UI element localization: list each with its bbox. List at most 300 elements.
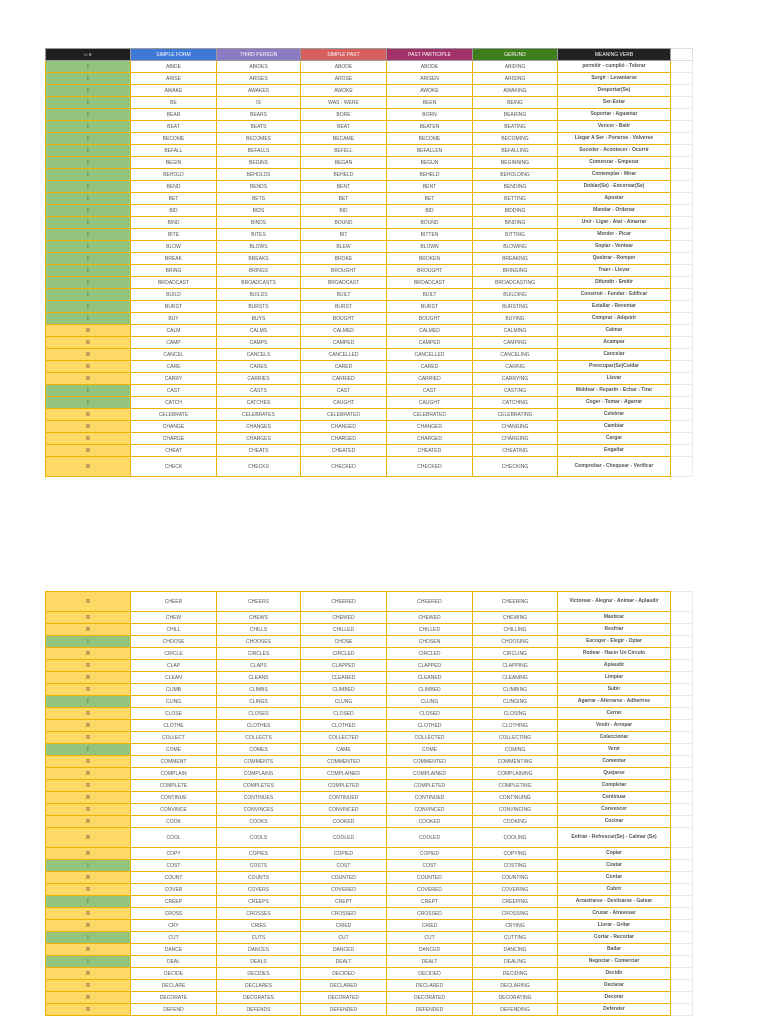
table-row	[46, 157, 693, 169]
table-row	[46, 121, 693, 133]
table-row	[46, 1004, 693, 1016]
simple-form-cell: BID	[131, 205, 217, 217]
table-row	[46, 944, 693, 956]
third-person-cell: CAMPS	[217, 337, 301, 349]
third-person-cell: BITES	[217, 229, 301, 241]
simple-past-cell: BUILT	[301, 289, 387, 301]
gerund-cell: DANCING	[473, 944, 558, 956]
gerund-cell: CLIMBING	[473, 684, 558, 696]
meaning-cell: Unir - Ligar - Atar - Amarrar	[558, 217, 671, 229]
meaning-cell: Cerrar	[558, 708, 671, 720]
past-participle-cell: CHEERED	[387, 592, 473, 612]
past-participle-cell: BITTEN	[387, 229, 473, 241]
meaning-cell: Contemplar - Mirar	[558, 169, 671, 181]
simple-past-cell: DECORATED	[301, 992, 387, 1004]
type-cell: R	[46, 660, 131, 672]
blank-cell	[671, 361, 693, 373]
blank-cell	[671, 289, 693, 301]
meaning-cell: Comenzar - Empezar	[558, 157, 671, 169]
blank-cell	[671, 301, 693, 313]
blank-cell	[671, 708, 693, 720]
simple-past-cell: CROSSED	[301, 908, 387, 920]
simple-form-cell: CLEAN	[131, 672, 217, 684]
simple-form-cell: COOK	[131, 816, 217, 828]
table-row	[46, 624, 693, 636]
blank-cell	[671, 660, 693, 672]
third-person-cell: CHANGES	[217, 421, 301, 433]
type-cell: R	[46, 337, 131, 349]
header-third-person: THIRD PERSON	[217, 49, 301, 61]
third-person-cell: BUYS	[217, 313, 301, 325]
third-person-cell: CUTS	[217, 932, 301, 944]
gerund-cell: COMPLAINING	[473, 768, 558, 780]
gerund-cell: DECLARING	[473, 980, 558, 992]
simple-past-cell: BEAT	[301, 121, 387, 133]
type-cell: I	[46, 265, 131, 277]
past-participle-cell: COME	[387, 744, 473, 756]
table-row	[46, 325, 693, 337]
table-row	[46, 968, 693, 980]
simple-past-cell: DANCED	[301, 944, 387, 956]
type-cell: R	[46, 409, 131, 421]
simple-past-cell: AROSE	[301, 73, 387, 85]
past-participle-cell: CAST	[387, 385, 473, 397]
past-participle-cell: BEFALLEN	[387, 145, 473, 157]
simple-past-cell: BID	[301, 205, 387, 217]
simple-past-cell: CELEBRATED	[301, 409, 387, 421]
past-participle-cell: DECORATED	[387, 992, 473, 1004]
third-person-cell: CHEWS	[217, 612, 301, 624]
table-row	[46, 109, 693, 121]
type-cell: R	[46, 872, 131, 884]
type-cell: I	[46, 133, 131, 145]
meaning-cell: Vestir - Arropar	[558, 720, 671, 732]
simple-form-cell: CONVINCE	[131, 804, 217, 816]
table-row	[46, 708, 693, 720]
gerund-cell: CALMING	[473, 325, 558, 337]
past-participle-cell: CAUGHT	[387, 397, 473, 409]
simple-past-cell: CHOSE	[301, 636, 387, 648]
gerund-cell: COSTING	[473, 860, 558, 872]
meaning-cell: Preocupar(Se)Cuidar	[558, 361, 671, 373]
simple-past-cell: CLOSED	[301, 708, 387, 720]
meaning-cell: Quejarse	[558, 768, 671, 780]
past-participle-cell: CLOTHED	[387, 720, 473, 732]
simple-form-cell: COOL	[131, 828, 217, 848]
gerund-cell: BREAKING	[473, 253, 558, 265]
simple-past-cell: BIT	[301, 229, 387, 241]
third-person-cell: BEATS	[217, 121, 301, 133]
table-row	[46, 592, 693, 612]
table-row	[46, 241, 693, 253]
simple-past-cell: CONTINUED	[301, 792, 387, 804]
simple-past-cell: CARRIED	[301, 373, 387, 385]
meaning-cell: Llegar A Ser - Ponerse - Volverse	[558, 133, 671, 145]
type-cell: I	[46, 313, 131, 325]
past-participle-cell: COST	[387, 860, 473, 872]
third-person-cell: CELEBRATES	[217, 409, 301, 421]
type-cell: I	[46, 277, 131, 289]
third-person-cell: CLIMBS	[217, 684, 301, 696]
table-row	[46, 349, 693, 361]
simple-form-cell: COUNT	[131, 872, 217, 884]
third-person-cell: BEGINS	[217, 157, 301, 169]
table-row	[46, 884, 693, 896]
simple-form-cell: COVER	[131, 884, 217, 896]
blank-cell	[671, 756, 693, 768]
meaning-cell: Cubrir	[558, 884, 671, 896]
gerund-cell: BURSTING	[473, 301, 558, 313]
blank-cell	[671, 373, 693, 385]
gerund-cell: ARISING	[473, 73, 558, 85]
gerund-cell: CHEWING	[473, 612, 558, 624]
simple-past-cell: DECIDED	[301, 968, 387, 980]
type-cell: R	[46, 708, 131, 720]
meaning-cell: Construir - Fundar - Edificar	[558, 289, 671, 301]
past-participle-cell: CLUNG	[387, 696, 473, 708]
simple-past-cell: CHILLED	[301, 624, 387, 636]
simple-form-cell: BECOME	[131, 133, 217, 145]
simple-past-cell: BORE	[301, 109, 387, 121]
past-participle-cell: COMPLAINED	[387, 768, 473, 780]
type-cell: R	[46, 457, 131, 477]
third-person-cell: BENDS	[217, 181, 301, 193]
table-row	[46, 828, 693, 848]
third-person-cell: BEARS	[217, 109, 301, 121]
simple-past-cell: CANCELLED	[301, 349, 387, 361]
blank-cell	[671, 325, 693, 337]
blank-cell	[671, 860, 693, 872]
meaning-cell: Cortar - Recortar	[558, 932, 671, 944]
meaning-cell: Venir	[558, 744, 671, 756]
third-person-cell: BEHOLDS	[217, 169, 301, 181]
header-past-participle: PAST PARTICIPLE	[387, 49, 473, 61]
meaning-cell: Difundir - Emitir	[558, 277, 671, 289]
simple-past-cell: COVERED	[301, 884, 387, 896]
table-row	[46, 193, 693, 205]
meaning-cell: Cocinar	[558, 816, 671, 828]
meaning-cell: Traer - Llevar	[558, 265, 671, 277]
simple-form-cell: BLOW	[131, 241, 217, 253]
simple-past-cell: CLAPPED	[301, 660, 387, 672]
meaning-cell: Escoger - Elegir - Optar	[558, 636, 671, 648]
header-row	[46, 49, 693, 61]
meaning-cell: Calmar	[558, 325, 671, 337]
third-person-cell: COMES	[217, 744, 301, 756]
blank-cell	[671, 265, 693, 277]
simple-past-cell: CHEERED	[301, 592, 387, 612]
simple-form-cell: BREAK	[131, 253, 217, 265]
blank-cell	[671, 181, 693, 193]
gerund-cell: BETTING	[473, 193, 558, 205]
gerund-cell: COLLECTING	[473, 732, 558, 744]
type-cell: R	[46, 920, 131, 932]
table-row	[46, 337, 693, 349]
meaning-cell: Doblar(Se) - Encorvar(Se)	[558, 181, 671, 193]
type-cell: R	[46, 592, 131, 612]
blank-cell	[671, 636, 693, 648]
past-participle-cell: CHOSEN	[387, 636, 473, 648]
gerund-cell: CHANGING	[473, 421, 558, 433]
type-cell: R	[46, 433, 131, 445]
type-cell: I	[46, 301, 131, 313]
table-row	[46, 385, 693, 397]
table-row	[46, 920, 693, 932]
simple-past-cell: BROADCAST	[301, 277, 387, 289]
simple-form-cell: DECLARE	[131, 980, 217, 992]
simple-past-cell: DEALT	[301, 956, 387, 968]
past-participle-cell: COPIED	[387, 848, 473, 860]
simple-form-cell: COMPLAIN	[131, 768, 217, 780]
past-participle-cell: CRIED	[387, 920, 473, 932]
past-participle-cell: COOKED	[387, 816, 473, 828]
table-row	[46, 361, 693, 373]
simple-past-cell: COPIED	[301, 848, 387, 860]
past-participle-cell: BURST	[387, 301, 473, 313]
table-row	[46, 265, 693, 277]
simple-past-cell: CHANGED	[301, 421, 387, 433]
table-row	[46, 133, 693, 145]
third-person-cell: BETS	[217, 193, 301, 205]
past-participle-cell: DECIDED	[387, 968, 473, 980]
simple-past-cell: DEFENDED	[301, 1004, 387, 1016]
blank-cell	[671, 768, 693, 780]
simple-form-cell: BEND	[131, 181, 217, 193]
simple-past-cell: BLEW	[301, 241, 387, 253]
simple-past-cell: DECLARED	[301, 980, 387, 992]
table-row	[46, 908, 693, 920]
third-person-cell: CIRCLES	[217, 648, 301, 660]
past-participle-cell: CHILLED	[387, 624, 473, 636]
meaning-cell: Celebrar	[558, 409, 671, 421]
table-row	[46, 253, 693, 265]
simple-past-cell: CIRCLED	[301, 648, 387, 660]
simple-past-cell: BENT	[301, 181, 387, 193]
simple-form-cell: DANCE	[131, 944, 217, 956]
meaning-cell: Surgir - Levantarse	[558, 73, 671, 85]
blank-cell	[671, 980, 693, 992]
type-cell: R	[46, 648, 131, 660]
simple-form-cell: CLING	[131, 696, 217, 708]
past-participle-cell: CLAPPED	[387, 660, 473, 672]
gerund-cell: DEFENDING	[473, 1004, 558, 1016]
table-row	[46, 648, 693, 660]
blank-cell	[671, 992, 693, 1004]
simple-past-cell: COLLECTED	[301, 732, 387, 744]
meaning-cell: Enfriar - Refrescar(Se) - Calmar (Se)	[558, 828, 671, 848]
blank-cell	[671, 85, 693, 97]
meaning-cell: Subir	[558, 684, 671, 696]
simple-past-cell: CARED	[301, 361, 387, 373]
gerund-cell: BROADCASTING	[473, 277, 558, 289]
third-person-cell: COLLECTS	[217, 732, 301, 744]
third-person-cell: COMPLETES	[217, 780, 301, 792]
type-cell: I	[46, 205, 131, 217]
past-participle-cell: CLOSED	[387, 708, 473, 720]
third-person-cell: CANCELS	[217, 349, 301, 361]
blank-cell	[671, 968, 693, 980]
meaning-cell: Soplar - Ventear	[558, 241, 671, 253]
simple-past-cell: CHEATED	[301, 445, 387, 457]
gerund-cell: CIRCLING	[473, 648, 558, 660]
third-person-cell: DEFENDS	[217, 1004, 301, 1016]
blank-cell	[671, 121, 693, 133]
simple-past-cell: BOUND	[301, 217, 387, 229]
gerund-cell: CREEPING	[473, 896, 558, 908]
type-cell: R	[46, 325, 131, 337]
simple-form-cell: CROSS	[131, 908, 217, 920]
blank-cell	[671, 944, 693, 956]
meaning-cell: Rodear - Hacer Un Circulo	[558, 648, 671, 660]
type-cell: R	[46, 968, 131, 980]
type-cell: I	[46, 121, 131, 133]
header-simple-past: SIMPLE PAST	[301, 49, 387, 61]
third-person-cell: CARRIES	[217, 373, 301, 385]
meaning-cell: Declarar	[558, 980, 671, 992]
table-row	[46, 896, 693, 908]
meaning-cell: Cambiar	[558, 421, 671, 433]
meaning-cell: Suceder - Acontecer - Ocurrir	[558, 145, 671, 157]
past-participle-cell: BEHELD	[387, 169, 473, 181]
meaning-cell: Comprar - Adquirir	[558, 313, 671, 325]
third-person-cell: COMPLAINS	[217, 768, 301, 780]
table-row	[46, 756, 693, 768]
meaning-cell: Apostar	[558, 193, 671, 205]
type-cell: I	[46, 932, 131, 944]
type-cell: R	[46, 828, 131, 848]
simple-form-cell: CHARGE	[131, 433, 217, 445]
type-cell: R	[46, 804, 131, 816]
blank-cell	[671, 896, 693, 908]
meaning-cell: Arrastrarse - Deslizarse - Gatear	[558, 896, 671, 908]
third-person-cell: CONVINCES	[217, 804, 301, 816]
gerund-cell: BRINGING	[473, 265, 558, 277]
blank-cell	[671, 217, 693, 229]
past-participle-cell: ABODE	[387, 61, 473, 73]
simple-form-cell: CAMP	[131, 337, 217, 349]
blank-cell	[671, 684, 693, 696]
type-cell: R	[46, 361, 131, 373]
simple-past-cell: WAS - WERE	[301, 97, 387, 109]
third-person-cell: BRINGS	[217, 265, 301, 277]
gerund-cell: BEGINNING	[473, 157, 558, 169]
blank-cell	[671, 409, 693, 421]
simple-form-cell: CARRY	[131, 373, 217, 385]
type-cell: R	[46, 720, 131, 732]
gerund-cell: CASTING	[473, 385, 558, 397]
blank-cell	[671, 337, 693, 349]
simple-past-cell: CHECKED	[301, 457, 387, 477]
type-cell: R	[46, 768, 131, 780]
meaning-cell: Defender	[558, 1004, 671, 1016]
gerund-cell: BECOMING	[473, 133, 558, 145]
table-row	[46, 229, 693, 241]
type-cell: R	[46, 816, 131, 828]
simple-form-cell: CHOOSE	[131, 636, 217, 648]
third-person-cell: ARISES	[217, 73, 301, 85]
type-cell: R	[46, 992, 131, 1004]
simple-form-cell: DECORATE	[131, 992, 217, 1004]
table-row	[46, 409, 693, 421]
gerund-cell: BIDDING	[473, 205, 558, 217]
past-participle-cell: CREPT	[387, 896, 473, 908]
third-person-cell: DEALS	[217, 956, 301, 968]
gerund-cell: ABIDING	[473, 61, 558, 73]
past-participle-cell: BROUGHT	[387, 265, 473, 277]
simple-form-cell: ABIDE	[131, 61, 217, 73]
type-cell: I	[46, 636, 131, 648]
table-row	[46, 672, 693, 684]
third-person-cell: ABIDES	[217, 61, 301, 73]
type-cell: I	[46, 109, 131, 121]
table-row	[46, 956, 693, 968]
past-participle-cell: CIRCLED	[387, 648, 473, 660]
past-participle-cell: DEALT	[387, 956, 473, 968]
simple-form-cell: CHILL	[131, 624, 217, 636]
gerund-cell: CONVINCING	[473, 804, 558, 816]
third-person-cell: COOLS	[217, 828, 301, 848]
simple-form-cell: CHEER	[131, 592, 217, 612]
blank-cell	[671, 241, 693, 253]
type-cell: R	[46, 421, 131, 433]
table-row	[46, 373, 693, 385]
gerund-cell: CAMPING	[473, 337, 558, 349]
meaning-cell: Cargar	[558, 433, 671, 445]
meaning-cell: Costar	[558, 860, 671, 872]
third-person-cell: COSTS	[217, 860, 301, 872]
meaning-cell: Coleccionar	[558, 732, 671, 744]
type-cell: R	[46, 349, 131, 361]
gerund-cell: CLEANING	[473, 672, 558, 684]
blank-cell	[671, 624, 693, 636]
gerund-cell: CHECKING	[473, 457, 558, 477]
past-participle-cell: AWOKE	[387, 85, 473, 97]
table-row	[46, 696, 693, 708]
past-participle-cell: CHEATED	[387, 445, 473, 457]
simple-form-cell: BEAT	[131, 121, 217, 133]
table-row	[46, 720, 693, 732]
table-row	[46, 848, 693, 860]
past-participle-cell: CLIMBED	[387, 684, 473, 696]
type-cell: I	[46, 61, 131, 73]
table-row	[46, 289, 693, 301]
gerund-cell: CATCHING	[473, 397, 558, 409]
past-participle-cell: COOLED	[387, 828, 473, 848]
meaning-cell: Negociar - Comerciar	[558, 956, 671, 968]
type-cell: I	[46, 241, 131, 253]
simple-form-cell: CLOSE	[131, 708, 217, 720]
simple-form-cell: CLAP	[131, 660, 217, 672]
type-cell: I	[46, 696, 131, 708]
past-participle-cell: BROKEN	[387, 253, 473, 265]
simple-form-cell: BITE	[131, 229, 217, 241]
blank-cell	[671, 1004, 693, 1016]
verb-table-page-1	[45, 48, 693, 477]
blank-cell	[671, 421, 693, 433]
table-row	[46, 804, 693, 816]
simple-form-cell: CARE	[131, 361, 217, 373]
simple-form-cell: COPY	[131, 848, 217, 860]
simple-form-cell: CELEBRATE	[131, 409, 217, 421]
simple-form-cell: DECIDE	[131, 968, 217, 980]
meaning-cell: Victorear - Alegrar - Animar - Aplaudir	[558, 592, 671, 612]
third-person-cell: BROADCASTS	[217, 277, 301, 289]
table-row	[46, 684, 693, 696]
simple-past-cell: ABODE	[301, 61, 387, 73]
blank-cell	[671, 672, 693, 684]
type-cell: R	[46, 780, 131, 792]
gerund-cell: CLINGING	[473, 696, 558, 708]
